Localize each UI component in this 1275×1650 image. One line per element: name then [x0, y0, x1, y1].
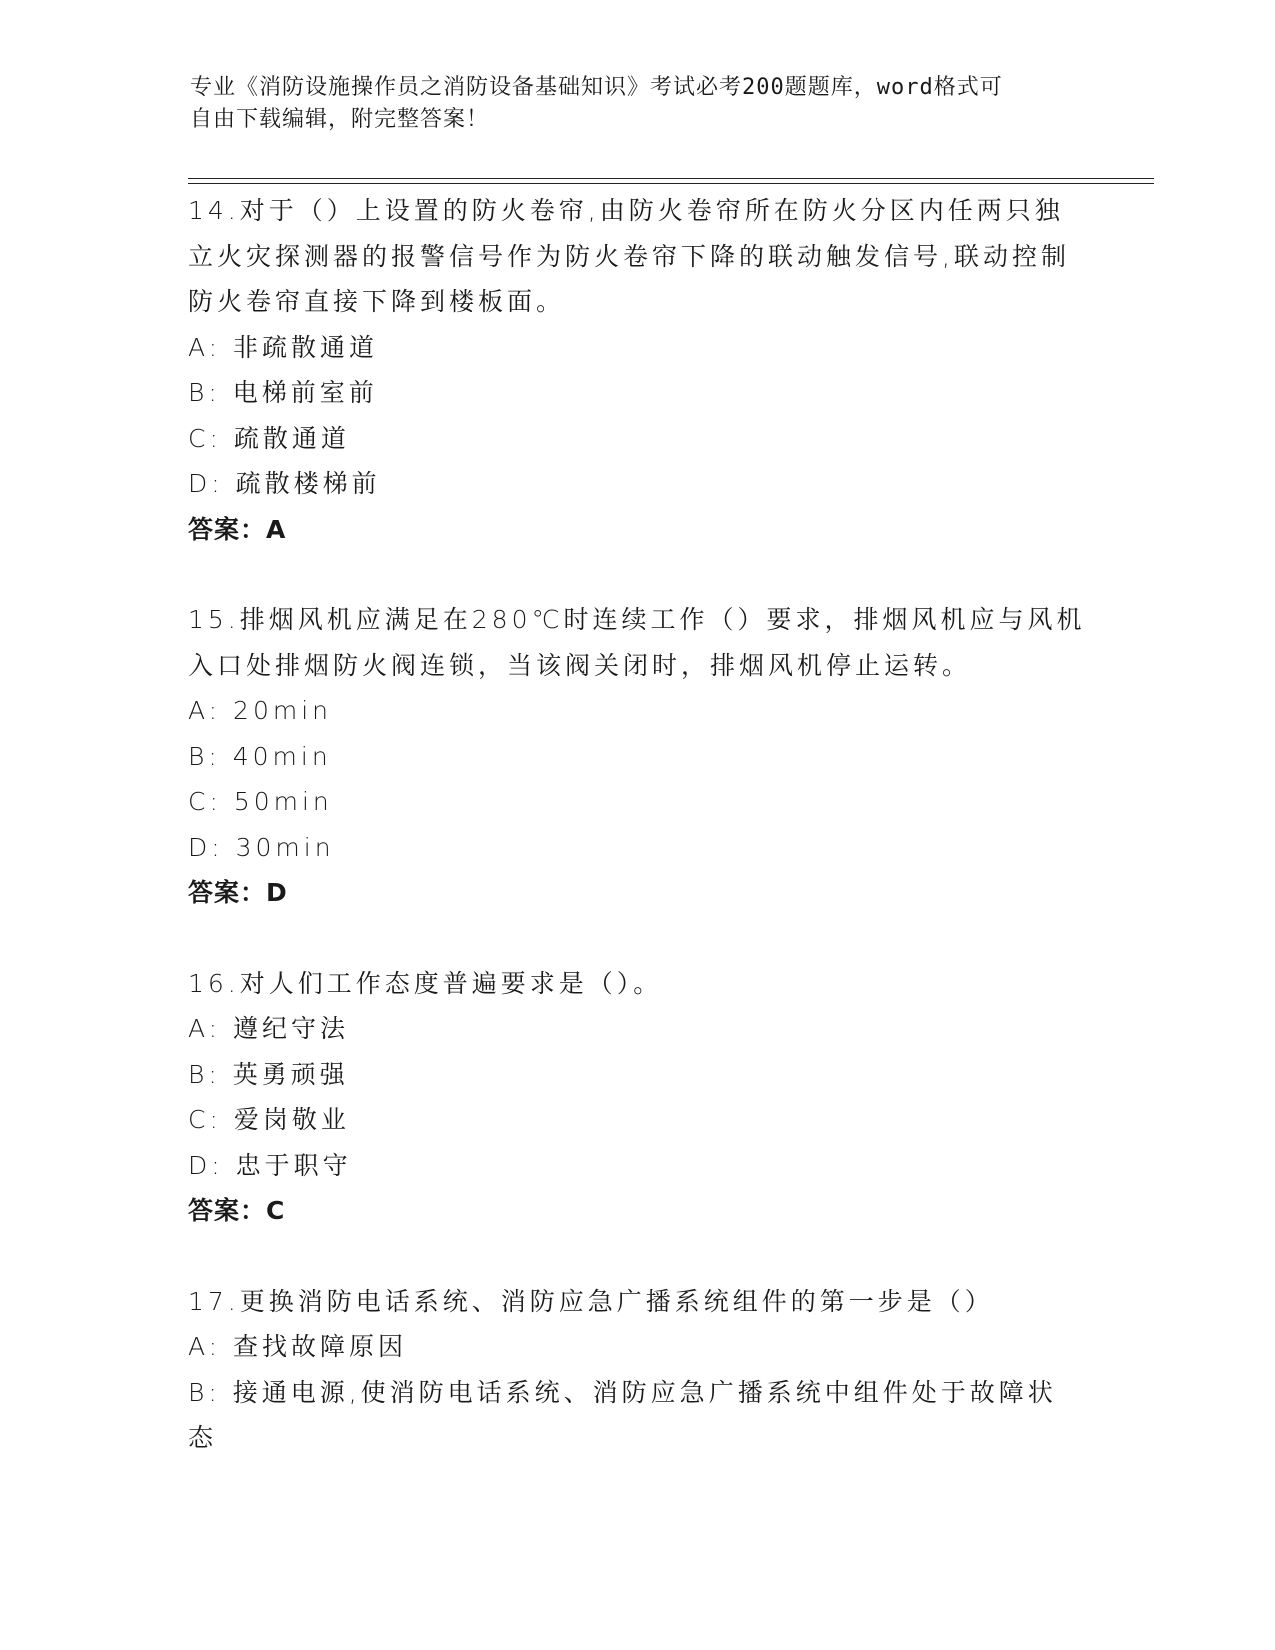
option-c: C: 爱岗敬业	[188, 1105, 350, 1134]
header-line-2: 自由下载编辑，附完整答案！	[190, 107, 490, 132]
question-text-line: 立火灾探测器的报警信号作为防火卷帘下降的联动触发信号,联动控制	[188, 241, 1070, 271]
question-15	[188, 597, 1088, 916]
option-d: D: 疏散楼梯前	[188, 469, 381, 498]
question-14	[188, 188, 1088, 552]
option-b: B: 电梯前室前	[188, 378, 378, 407]
question-text-line: 15.排烟风机应满足在280℃时连续工作（）要求，排烟风机应与风机	[188, 605, 1086, 634]
option-c: C: 疏散通道	[188, 423, 350, 453]
option-a: A: 查找故障原因	[188, 1332, 408, 1361]
option-b: B: 40min	[188, 741, 332, 771]
option-b: B: 接通电源,使消防电话系统、消防应急广播系统中组件处于故障状	[188, 1377, 1057, 1407]
option-a: A: 非疏散通道	[188, 332, 379, 362]
option-d: D: 30min	[188, 832, 335, 862]
question-text-line: 入口处排烟防火阀连锁，当该阀关闭时，排烟风机停止运转。	[188, 650, 972, 680]
option-c: C: 50min	[188, 787, 333, 816]
question-text-line: 14.对于（）上设置的防火卷帘,由防火卷帘所在防火分区内任两只独	[188, 196, 1064, 225]
answer-line: 答案：D	[188, 878, 288, 907]
question-text-line: 17.更换消防电话系统、消防应急广播系统组件的第一步是（）	[188, 1286, 994, 1316]
header-divider-top	[188, 178, 1154, 179]
question-17	[188, 1279, 1088, 1461]
option-a: A: 20min	[188, 696, 332, 725]
option-b-continued: 态	[188, 1423, 218, 1452]
header-divider-bottom	[188, 183, 1154, 184]
question-list	[188, 188, 1088, 1461]
header-line-1: 专业《消防设施操作员之消防设备基础知识》考试必考200题题库，word格式可	[190, 75, 1003, 100]
document-header	[190, 72, 1070, 136]
question-text-line: 防火卷帘直接下降到楼板面。	[188, 287, 566, 316]
answer-line: 答案：C	[188, 1196, 286, 1225]
question-16	[188, 961, 1088, 1234]
option-b: B: 英勇顽强	[188, 1059, 349, 1089]
question-text-line: 16.对人们工作态度普遍要求是（）。	[188, 968, 663, 998]
answer-line: 答案：A	[188, 514, 287, 544]
option-d: D: 忠于职守	[188, 1150, 352, 1180]
option-a: A: 遵纪守法	[188, 1014, 350, 1043]
